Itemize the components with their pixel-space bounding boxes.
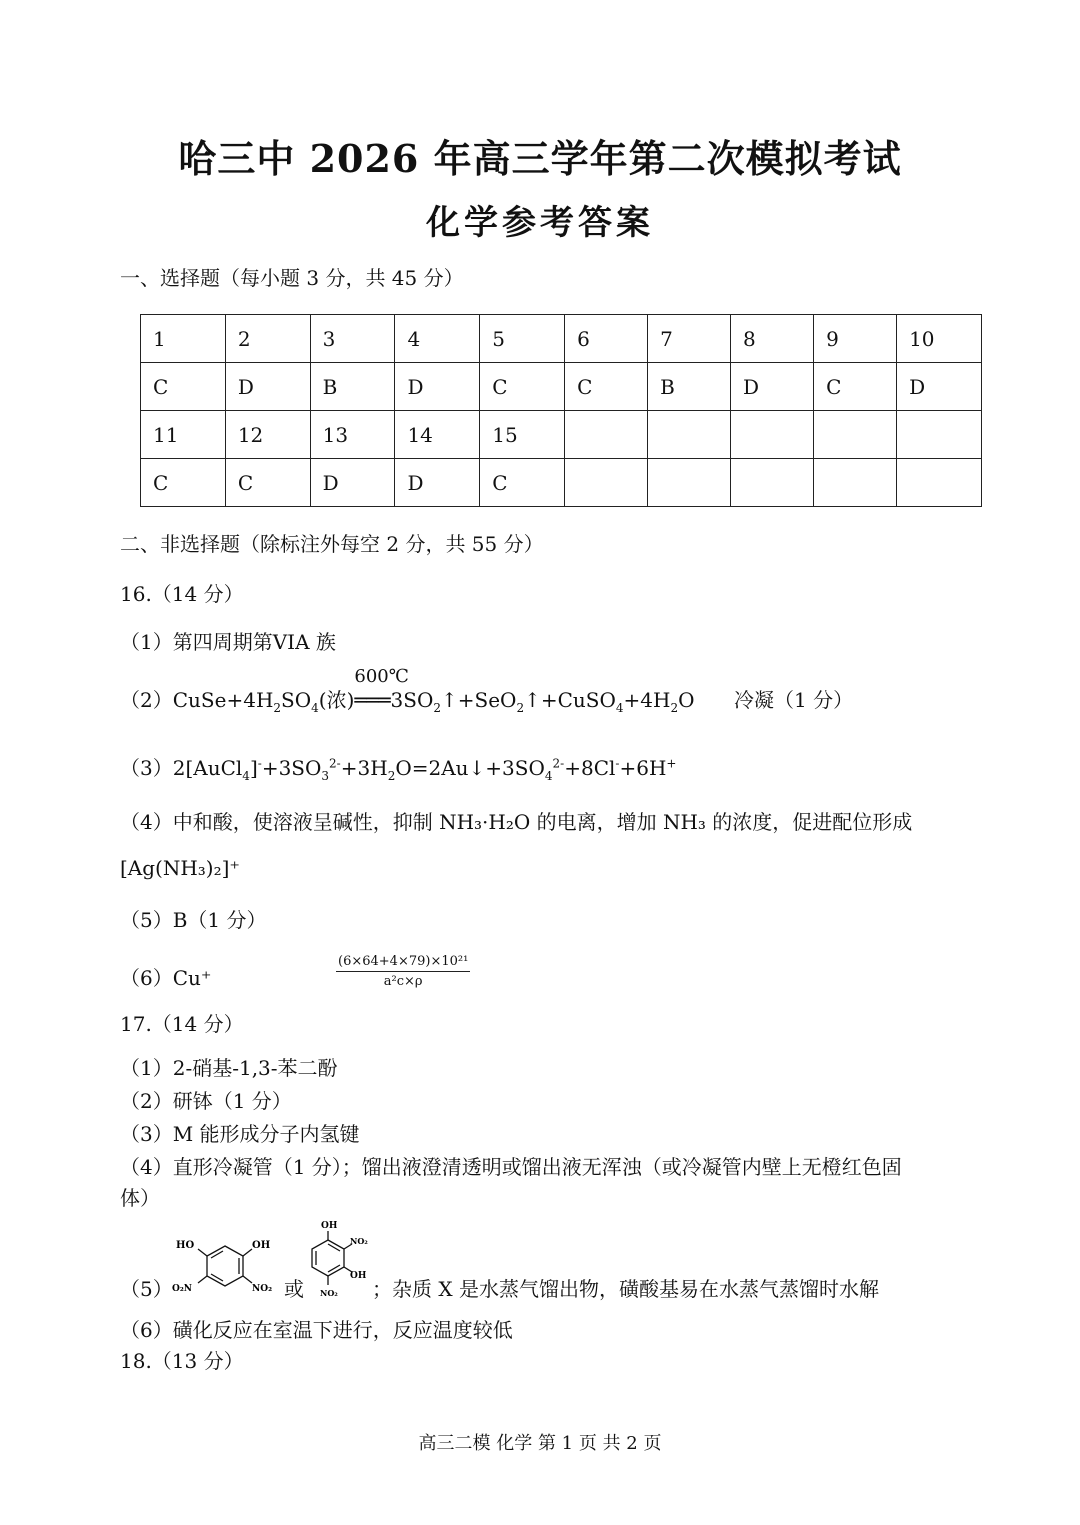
q17-heading: 17.（14 分） (120, 1012, 244, 1036)
table-cell: 3 (310, 315, 395, 363)
q16-heading: 16.（14 分） (120, 582, 244, 606)
q16-answer-2-prefix: （2） (120, 688, 173, 712)
page-subtitle: 化学参考答案 (426, 203, 654, 243)
table-cell: 13 (310, 411, 395, 459)
table-cell: 1 (141, 315, 226, 363)
structure-2-4-dinitroresorcinol (306, 1218, 370, 1306)
table-cell: C (141, 363, 226, 411)
table-cell: C (814, 363, 897, 411)
table-cell: 12 (225, 411, 310, 459)
table-row (141, 411, 982, 459)
q16-answer-3-prefix: （3） (120, 756, 173, 780)
table-cell: C (480, 459, 565, 507)
table-cell: D (395, 459, 480, 507)
table-cell (648, 459, 731, 507)
q16-answer-4-line2: [Ag(NH₃)₂]⁺ (120, 856, 240, 880)
table-cell (648, 411, 731, 459)
section1-heading: 一、选择题（每小题 3 分，共 45 分） (120, 266, 464, 290)
table-cell: 14 (395, 411, 480, 459)
table-cell: D (395, 363, 480, 411)
page-footer: 高三二模 化学 第 1 页 共 2 页 (418, 1433, 662, 1454)
table-cell: C (225, 459, 310, 507)
q16-answer-6: （6）Cu⁺ (120, 966, 212, 990)
label-oh-top: OH (321, 1221, 338, 1231)
ionic-equation: $2[AuCl_4]^-+3SO_3^{2-}+3H_2O=2Au↓+3SO_4^{2-}+8Cl^-+6H^+$ (172, 756, 677, 783)
table-cell: 8 (730, 315, 813, 363)
table-cell (814, 459, 897, 507)
answer-table (140, 314, 982, 507)
table-cell: 2 (225, 315, 310, 363)
equation-reactants: $CuSe+4H_2SO_4$(浓) (172, 688, 355, 715)
label-oh-right: OH (350, 1271, 367, 1281)
table-cell: 15 (480, 411, 565, 459)
table-cell: C (141, 459, 226, 507)
q17-answer-5-text: ；杂质 X 是水蒸气馏出物，磺酸基易在水蒸气蒸馏时水解 (372, 1277, 879, 1301)
equation-products: $3SO_2↑+SeO_2↑+CuSO_4+4H_2O$ (390, 688, 695, 715)
table-cell (730, 459, 813, 507)
table-cell: 9 (814, 315, 897, 363)
q17-answer-5-or: 或 (284, 1277, 304, 1301)
table-cell (814, 411, 897, 459)
table-cell: 5 (480, 315, 565, 363)
q16-answer-1: （1）第四周期第VIA 族 (120, 630, 336, 654)
q16-answer-3 (120, 752, 676, 783)
label-ho: HO (176, 1240, 195, 1251)
section2-heading: 二、非选择题（除标注外每空 2 分，共 55 分） (120, 532, 544, 556)
table-cell (565, 459, 648, 507)
table-cell (565, 411, 648, 459)
q16-answer-5: （5）B（1 分） (120, 908, 267, 932)
q17-answer-2: （2）研钵（1 分） (120, 1089, 292, 1113)
table-cell: D (730, 363, 813, 411)
table-cell: 4 (395, 315, 480, 363)
table-cell: B (310, 363, 395, 411)
table-cell: 6 (565, 315, 648, 363)
label-no2: NO₂ (252, 1284, 273, 1294)
table-cell: 10 (897, 315, 982, 363)
structure-dinitroresorcinol (170, 1236, 280, 1300)
q17-answer-4-line1: （4）直形冷凝管（1 分）；馏出液澄清透明或馏出液无浑浊（或冷凝管内壁上无橙红色固 (120, 1155, 902, 1179)
label-no2-bottom: NO₂ (320, 1288, 338, 1298)
q17-answer-1: （1）2-硝基-1,3-苯二酚 (120, 1056, 338, 1080)
table-cell (730, 411, 813, 459)
table-row (141, 363, 982, 411)
fraction-denominator: a²c×ρ (383, 974, 423, 989)
q16-answer-2-note: 冷凝（1 分） (734, 688, 854, 712)
table-cell (897, 459, 982, 507)
q17-answer-5-prefix: （5） (120, 1277, 173, 1301)
q16-answer-4-line1: （4）中和酸，使溶液呈碱性，抑制 NH₃·H₂O 的电离，增加 NH₃ 的浓度，促进配位形成 (120, 810, 913, 834)
table-cell: C (565, 363, 648, 411)
page-title: 哈三中 2026 年高三学年第二次模拟考试 (178, 136, 902, 181)
table-row (141, 315, 982, 363)
reaction-arrow: 600℃ ═══ (354, 666, 409, 712)
label-oh: OH (252, 1240, 271, 1251)
table-cell: B (648, 363, 731, 411)
density-formula (336, 954, 470, 989)
table-cell: D (897, 363, 982, 411)
fraction (336, 954, 470, 989)
table-cell: C (480, 363, 565, 411)
table-cell: D (225, 363, 310, 411)
table-cell: 7 (648, 315, 731, 363)
q17-answer-4-line2: 体） (120, 1186, 160, 1210)
table-cell: 11 (141, 411, 226, 459)
label-o2n: O₂N (172, 1284, 193, 1294)
fraction-numerator: (6×64+4×79)×10²¹ (336, 954, 470, 972)
label-no2-right: NO₂ (350, 1236, 368, 1246)
table-cell: D (310, 459, 395, 507)
table-cell (897, 411, 982, 459)
reaction-condition: 600℃ (354, 666, 409, 687)
q18-heading: 18.（13 分） (120, 1349, 244, 1373)
table-row (141, 459, 982, 507)
q16-answer-2 (120, 666, 695, 715)
q17-answer-3: （3）M 能形成分子内氢键 (120, 1122, 360, 1146)
q17-answer-6: （6）磺化反应在室温下进行，反应温度较低 (120, 1318, 513, 1342)
